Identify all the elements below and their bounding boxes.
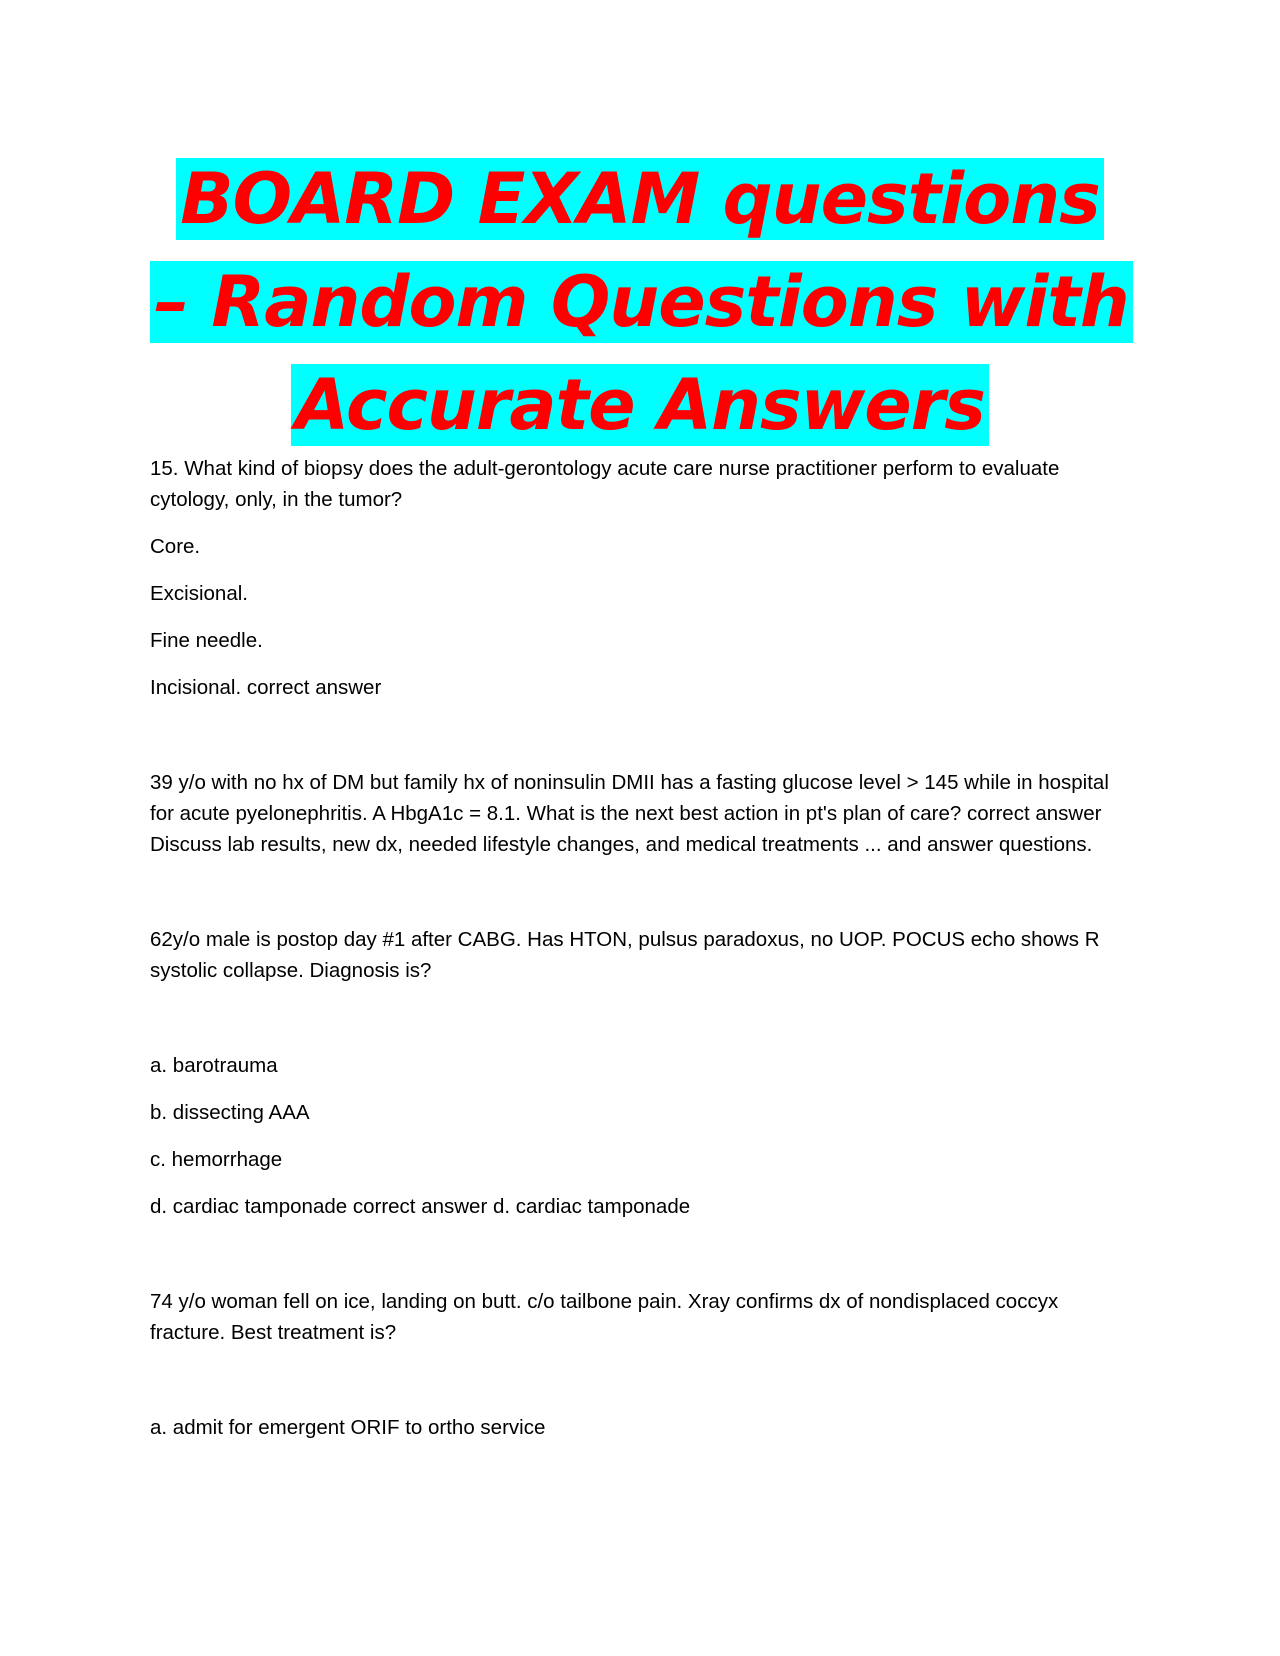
- paragraph-spacer: [150, 1238, 1110, 1286]
- document-title-text: BOARD EXAM questions – Random Questions with Accurate Answers: [150, 158, 1133, 446]
- answer-option: Excisional.: [150, 582, 248, 605]
- answer-option: d. cardiac tamponade correct answer d. cardiac tamponade: [150, 1195, 691, 1218]
- paragraph-spacer: [150, 1002, 1110, 1050]
- answer-option: a. admit for emergent ORIF to ortho service: [150, 1416, 546, 1439]
- question-15-stem: 15. What kind of biopsy does the adult-gerontology acute care nurse practitioner perform to evaluate cytology, only, in the tumor?: [150, 457, 1060, 511]
- paragraph-spacer: [150, 876, 1110, 924]
- answer-option: Fine needle.: [150, 629, 263, 652]
- paragraph-spacer: [150, 1364, 1110, 1412]
- answer-option: a. barotrauma: [150, 1054, 278, 1077]
- document-title: [150, 148, 1130, 457]
- answer-option: b. dissecting AAA: [150, 1101, 310, 1124]
- paragraph-spacer: [150, 719, 1110, 767]
- answer-option: Core.: [150, 535, 201, 558]
- question-coccyx: 74 y/o woman fell on ice, landing on butt. c/o tailbone pain. Xray confirms dx of nondisplaced coccyx fracture. Best treatment is?: [150, 1290, 1059, 1344]
- answer-option: c. hemorrhage: [150, 1148, 283, 1171]
- answer-option: Incisional. correct answer: [150, 676, 382, 699]
- question-diabetes: 39 y/o with no hx of DM but family hx of noninsulin DMII has a fasting glucose level > 145 while in hospital for acute pyelonephritis. A HbgA1c = 8.1. What is the next best action in pt's plan of care? correct answer Discuss lab results, new dx, needed lifestyle changes, and medical treatments ... and answer questions.: [150, 771, 1109, 856]
- document-body: [150, 453, 1110, 1459]
- question-cabg: 62y/o male is postop day #1 after CABG. Has HTON, pulsus paradoxus, no UOP. POCUS echo shows R systolic collapse. Diagnosis is?: [150, 928, 1100, 982]
